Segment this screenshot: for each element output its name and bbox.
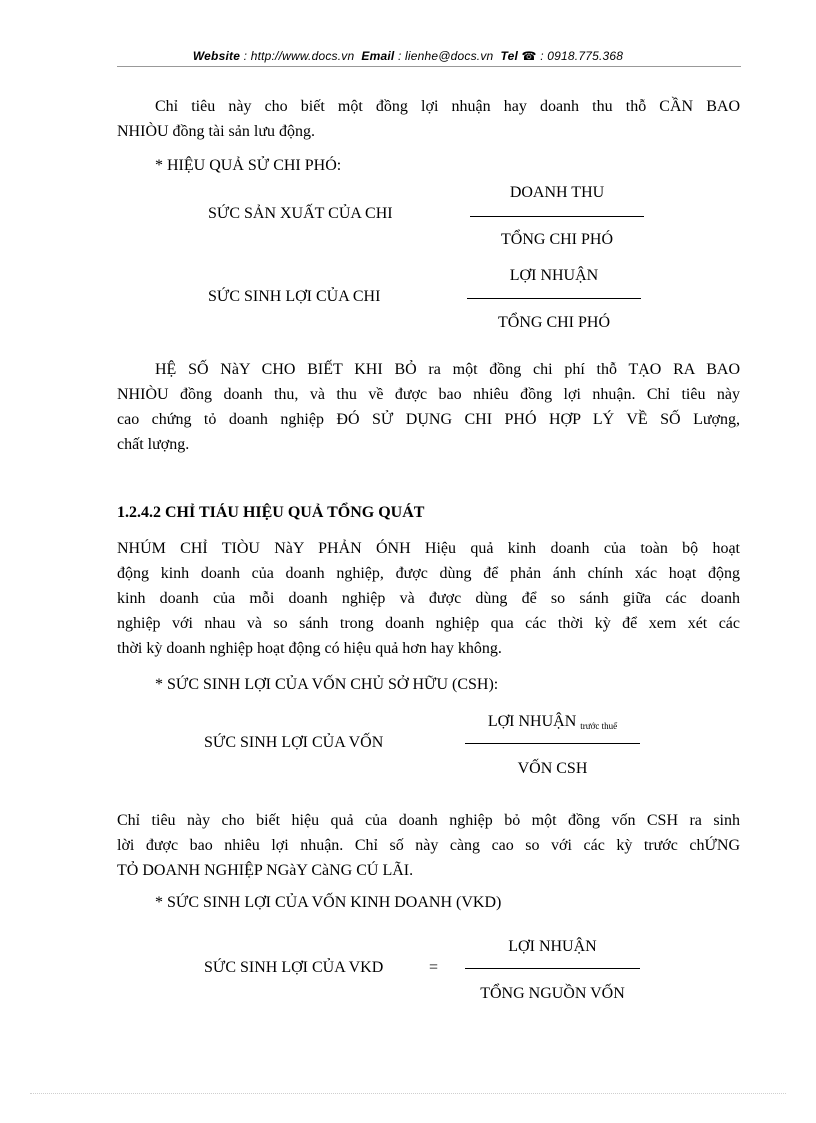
formula-business-denominator: TỔNG NGUỒN VỐN xyxy=(480,985,625,1002)
paragraph-line: kinh doanh của mỗi doanh nghiệp và được dùng để so sánh giữa các doanh xyxy=(117,590,740,607)
formula-productivity-denominator: TỔNG CHI PHÓ xyxy=(501,231,613,248)
formula-equity-numerator xyxy=(465,713,640,731)
paragraph-line: chất lượng. xyxy=(117,436,190,453)
email-label: Email xyxy=(361,49,395,63)
page-header xyxy=(0,49,816,63)
paragraph-line: Chỉ tiêu này cho biết một đồng lợi nhuận hay doanh thu thỗ CẦN BAO xyxy=(155,98,740,115)
paragraph-line: lời được bao nhiêu lợi nhuận. Chỉ số này càng cao so với các kỳ trước chỨNG xyxy=(117,837,740,854)
formula-equity-label: SỨC SINH LỢI CỦA VỐN xyxy=(204,734,384,751)
bullet-equity-return: * SỨC SINH LỢI CỦA VỐN CHỦ SỞ HỮU (CSH): xyxy=(155,676,499,693)
paragraph-line: TỎ DOANH NGHIỆP NGàY CàNG CÚ LÃI. xyxy=(117,862,414,879)
formula-business-numerator: LỢI NHUẬN xyxy=(508,938,597,955)
formula-business-label: SỨC SINH LỢI CỦA VKD xyxy=(204,959,384,976)
website-value: : http://www.docs.vn xyxy=(243,49,355,63)
formula-equity-numerator-text: LỢI NHUẬN xyxy=(487,713,577,730)
fraction-bar xyxy=(470,216,644,217)
bullet-business-capital-return: * SỨC SINH LỢI CỦA VỐN KINH DOANH (VKD) xyxy=(155,894,502,911)
paragraph-line: thời kỳ doanh nghiệp hoạt động có hiệu quả hơn hay không. xyxy=(117,640,502,657)
fraction-bar xyxy=(467,298,641,299)
formula-cost-profit-label: SỨC SINH LỢI CỦA CHI xyxy=(208,288,381,305)
paragraph-line: NHIÒU đồng doanh thu, và thu về được bao nhiêu đồng lợi nhuận. Chỉ tiêu này xyxy=(117,386,740,403)
paragraph-line: động kinh doanh của doanh nghiệp, được dùng để phản ánh chính xác hoạt động xyxy=(117,565,740,582)
formula-equity-denominator: VỐN CSH xyxy=(517,760,588,777)
section-heading: 1.2.4.2 CHỈ TIÁU HIỆU QUẢ TỔNG QUÁT xyxy=(117,504,425,521)
bullet-cost-efficiency: * HIỆU QUẢ SỬ CHI PHÓ: xyxy=(155,157,342,174)
formula-cost-profit-numerator: LỢI NHUẬN xyxy=(509,267,599,284)
website-label: Website xyxy=(192,49,241,63)
email-value: : lienhe@docs.vn xyxy=(397,49,494,63)
paragraph-general-indicators xyxy=(117,536,740,661)
tel-value: ☎ : 0918.775.368 xyxy=(521,49,624,63)
formula-equity-subscript: trước thuế xyxy=(580,721,618,731)
equals-sign: = xyxy=(429,959,439,976)
formula-productivity-numerator: DOANH THU xyxy=(509,184,605,201)
tel-label: Tel xyxy=(500,49,518,63)
formula-cost-profit-denominator: TỔNG CHI PHÓ xyxy=(498,314,610,331)
formula-productivity-label: SỨC SẢN XUẤT CỦA CHI xyxy=(208,205,393,222)
paragraph-line: NHIÒU đồng tài sản lưu động. xyxy=(117,123,315,140)
paragraph-line: HỆ SỐ NàY CHO BIẾT KHI BỎ ra một đồng chi phí thỗ TẠO RA BAO xyxy=(155,361,740,378)
paragraph-cost-explanation xyxy=(117,357,740,457)
header-divider xyxy=(117,66,741,67)
paragraph-asset-ratio xyxy=(117,94,740,144)
fraction-bar xyxy=(465,968,640,969)
fraction-bar xyxy=(465,743,640,744)
footer-divider xyxy=(30,1093,786,1094)
paragraph-line: NHÚM CHỈ TIÒU NàY PHẢN ÓNH Hiệu quả kinh doanh của toàn bộ hoạt xyxy=(117,540,740,557)
paragraph-equity-explanation xyxy=(117,808,740,883)
paragraph-line: nghiệp với nhau và so sánh trong doanh nghiệp qua các thời kỳ để xem xét các xyxy=(117,615,740,632)
paragraph-line: Chỉ tiêu này cho biết hiệu quả của doanh nghiệp bỏ một đồng vốn CSH ra sinh xyxy=(117,812,740,829)
paragraph-line: cao chứng tỏ doanh nghiệp ĐÓ SỬ DỤNG CHI PHÓ HỢP LÝ VỀ SỐ Lượng, xyxy=(117,411,740,428)
